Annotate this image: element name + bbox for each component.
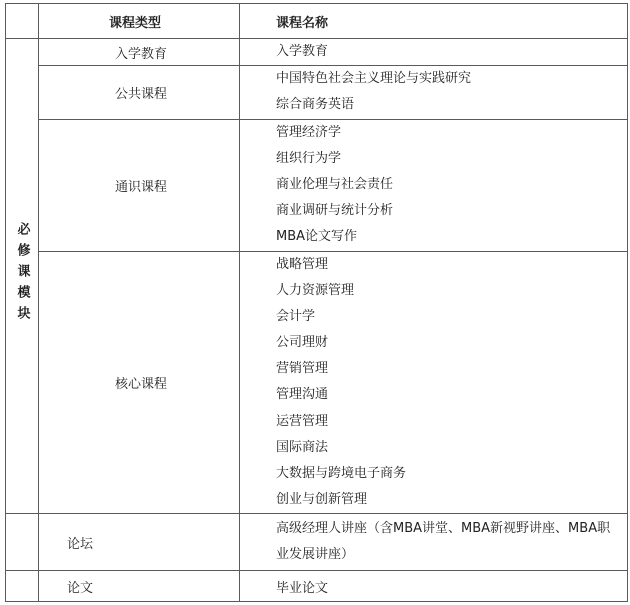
row-core (6, 251, 628, 514)
course-type-cell: 入学教育 (39, 39, 240, 66)
course-name: 公司理财 (276, 335, 329, 351)
course-name: 大数据与跨境电子商务 (276, 466, 407, 481)
course-type-cell: 核心课程 (39, 251, 240, 514)
course-name: 综合商务英语 (276, 97, 355, 113)
course-type-cell: 公共课程 (39, 66, 240, 119)
course-name: 入学教育 (276, 44, 329, 59)
module-label-cell (6, 39, 39, 514)
course-name: 组织行为学 (276, 150, 342, 166)
course-name: 管理沟通 (276, 387, 329, 403)
course-names-cell (240, 119, 628, 251)
course-names-cell: 高级经理人讲座（含MBA讲堂、MBA新视野讲座、MBA职业发展讲座） (240, 514, 628, 571)
course-name: 运营管理 (276, 413, 329, 429)
course-names-cell (240, 66, 628, 119)
header-blank (6, 4, 39, 39)
course-names-cell (240, 251, 628, 514)
row-forum (6, 514, 628, 571)
course-name: 管理经济学 (276, 124, 342, 140)
blank-cell (6, 571, 39, 602)
course-name: 商业调研与统计分析 (276, 203, 394, 219)
course-type-cell: 通识课程 (39, 119, 240, 251)
course-name: 国际商法 (276, 439, 329, 455)
header-course-type: 课程类型 (39, 4, 240, 39)
curriculum-table (5, 3, 628, 602)
row-thesis (6, 571, 628, 602)
course-name: 商业伦理与社会责任 (276, 176, 394, 192)
course-name: 战略管理 (276, 256, 329, 272)
header-row (6, 4, 628, 39)
module-label: 必修课模块 (14, 221, 30, 327)
course-name: 人力资源管理 (276, 282, 355, 298)
course-name: 创业与创新管理 (276, 492, 368, 508)
row-orientation (6, 39, 628, 66)
blank-cell (6, 514, 39, 571)
course-name: 会计学 (276, 308, 316, 324)
course-name: 营销管理 (276, 361, 329, 377)
row-public (6, 66, 628, 119)
course-type-cell: 论文 (39, 571, 240, 602)
course-names-cell: 毕业论文 (240, 571, 628, 602)
header-course-name: 课程名称 (240, 4, 628, 39)
course-names-cell (240, 39, 628, 66)
course-type-cell: 论坛 (39, 514, 240, 571)
course-name: 中国特色社会主义理论与实践研究 (276, 71, 472, 87)
row-general (6, 119, 628, 251)
course-name: MBA论文写作 (276, 229, 358, 245)
